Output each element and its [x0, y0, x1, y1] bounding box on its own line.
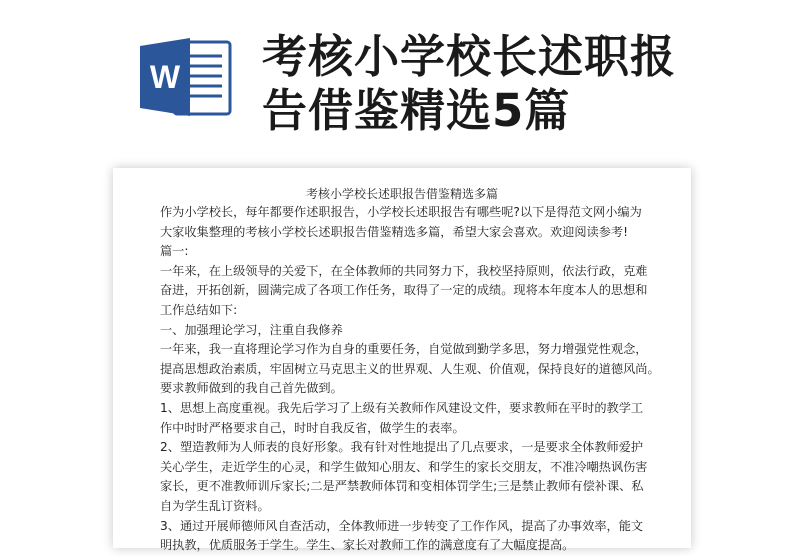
document-line: 要求教师做到的我自己首先做到。: [160, 381, 343, 396]
svg-text:W: W: [149, 59, 181, 95]
document-line: 2、塑造教师为人师表的良好形象。我有针对性地提出了几点要求，一是要求全体教师爱护: [160, 440, 644, 455]
document-line: 一年来，在上级领导的关爱下，在全体教师的共同努力下，我校坚持原则，依法行政，克难: [160, 263, 648, 278]
document-line: 工作总结如下:: [160, 302, 238, 317]
document-line: 大家收集整理的考核小学校长述职报告借鉴精选多篇，希望大家会喜欢。欢迎阅读参考!: [160, 224, 629, 239]
document-line: 作为小学校长，每年都要作述职报告，小学校长述职报告有哪些呢?以下是得范文网小编为: [160, 205, 642, 219]
document-line: 一、加强理论学习，注重自我修养: [160, 322, 343, 337]
document-line: 关心学生，走近学生的心灵，和学生做知心朋友、和学生的家长交朋友，不准冷嘲热讽伤害: [160, 459, 648, 474]
document-line: 一年来，我一直将理论学习作为自身的重要任务，自觉做到勤学多思，努力增强党性观念，: [160, 342, 648, 357]
word-document-icon: [140, 36, 234, 118]
document-line: 提高思想政治素质，牢固树立马克思主义的世界观、人生观、价值观，保持良好的道德风尚。: [160, 361, 660, 376]
document-line: 家长，更不准教师训斥家长;二是严禁教师体罚和变相体罚学生;三是禁止教师有偿补课、私: [160, 479, 644, 494]
document-line: 奋进，开拓创新，圆满完成了各项工作任务，取得了一定的成绩。现将本年度本人的思想和: [160, 283, 648, 298]
document-body: [160, 203, 660, 556]
document-line: 1、思想上高度重视。我先后学习了上级有关教师作风建设文件，要求教师在平时的教学工: [160, 400, 644, 415]
header-banner: [0, 0, 800, 155]
document-preview-sheet: [113, 168, 691, 553]
document-line: 自为学生乱订资料。: [160, 498, 270, 513]
title-line-1: 考核小学校长述职报: [262, 30, 677, 83]
document-line: 明执教，优质服务于学生。学生、家长对教师工作的满意度有了大幅度提高。: [160, 538, 575, 553]
page-title: [262, 30, 782, 138]
document-line: 3、通过开展师德师风自查活动，全体教师进一步转变了工作作风，提高了办事效率，能文: [160, 518, 644, 533]
document-line: 作中时时严格要求自己，时时自我反省，做学生的表率。: [160, 420, 465, 435]
document-line: 篇一:: [160, 244, 189, 259]
title-line-2: 告借鉴精选5篇: [262, 84, 571, 137]
document-title: 考核小学校长述职报告借鉴精选多篇: [305, 187, 498, 201]
